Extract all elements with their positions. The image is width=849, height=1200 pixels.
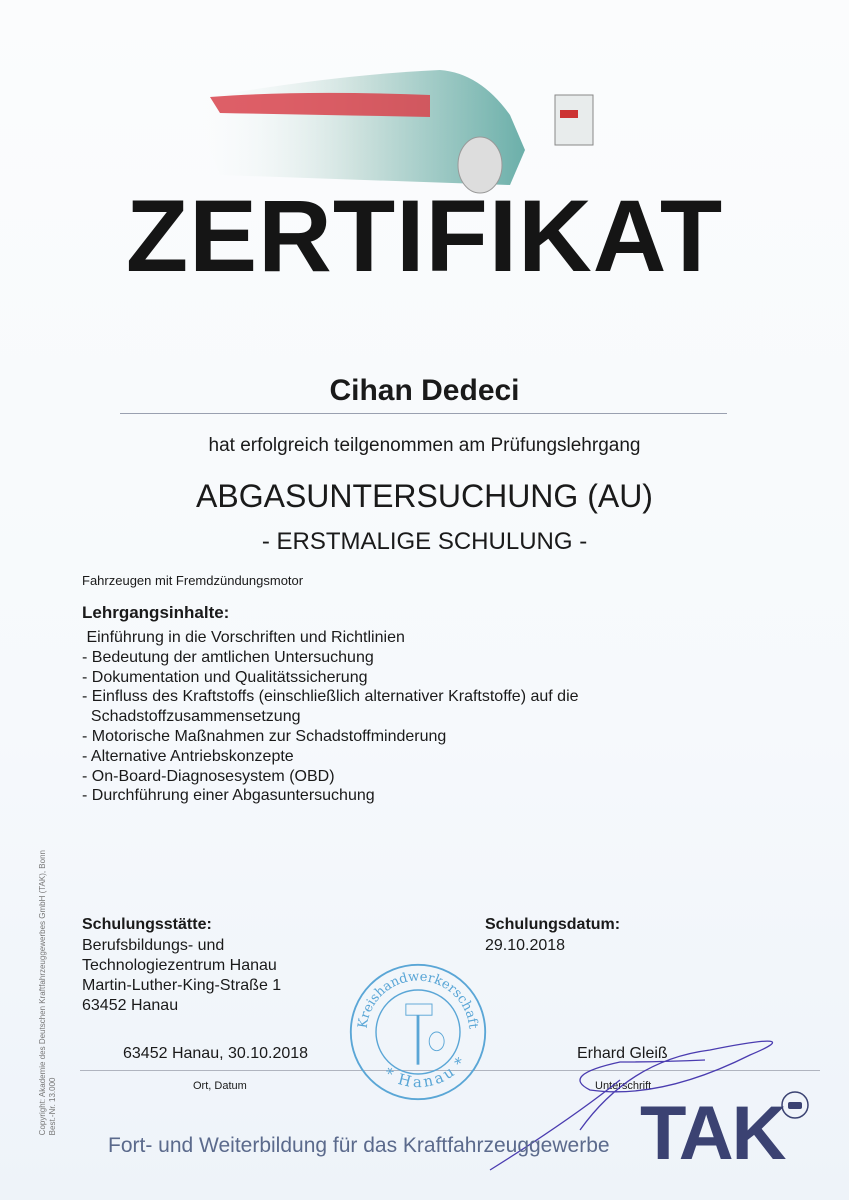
vehicle-note: Fahrzeugen mit Fremdzündungsmotor	[82, 573, 304, 588]
course-subtitle: - ERSTMALIGE SCHULUNG -	[261, 528, 588, 555]
date-block	[485, 916, 620, 956]
copyright-line: Copyright: Akademie des Deutschen Kraftfahrzeuggewerbes GmbH (TAK), Bonn	[38, 850, 47, 1136]
list-item: - On-Board-Diagnosesystem (OBD)	[82, 767, 335, 785]
svg-text:* Hanau *: * Hanau *	[380, 1053, 470, 1092]
place-date-label: Ort, Datum	[193, 1080, 247, 1092]
list-item: - Dokumentation und Qualitätssicherung	[82, 668, 368, 686]
date-heading: Schulungsdatum:	[485, 916, 621, 933]
copyright-note	[38, 850, 58, 1135]
venue-line: Martin-Luther-King-Straße 1	[82, 977, 282, 994]
certificate-title: ZERTIFIKAT	[125, 179, 724, 293]
list-item: - Motorische Maßnahmen zur Schadstoffminderung	[82, 727, 447, 745]
contents-list	[82, 628, 579, 806]
contents-heading: Lehrgangsinhalte:	[82, 603, 230, 622]
venue-line: 63452 Hanau	[82, 997, 179, 1014]
list-item: Schadstoffzusammensetzung	[82, 708, 301, 726]
stamp-seal	[348, 962, 488, 1102]
name-divider	[120, 413, 727, 414]
footer-tagline: Fort- und Weiterbildung für das Kraftfahrzeuggewerbe	[108, 1134, 610, 1157]
list-item: Einführung in die Vorschriften und Richtlinien	[82, 629, 405, 646]
list-item: - Einfluss des Kraftstoffs (einschließlich alternativer Kraftstoffe) auf die	[82, 688, 579, 706]
list-item: - Alternative Antriebskonzepte	[82, 747, 294, 765]
svg-text:Kreishandwerkerschaft: Kreishandwerkerschaft	[355, 969, 481, 1030]
date-value: 29.10.2018	[485, 937, 566, 954]
tak-logo: TAK	[640, 1091, 785, 1176]
course-title: ABGASUNTERSUCHUNG (AU)	[196, 478, 653, 514]
signature-label: Unterschrift	[595, 1080, 652, 1092]
car-illustration	[180, 55, 620, 195]
venue-line: Berufsbildungs- und	[82, 937, 225, 954]
venue-heading: Schulungsstätte:	[82, 916, 212, 933]
order-number: Best.-Nr. 13.000	[48, 1077, 57, 1136]
intro-text: hat erfolgreich teilgenommen am Prüfungslehrgang	[208, 435, 641, 456]
venue-line: Technologiezentrum Hanau	[82, 957, 277, 974]
list-item: - Bedeutung der amtlichen Untersuchung	[82, 648, 374, 666]
list-item: - Durchführung einer Abgasuntersuchung	[82, 787, 375, 805]
place-date-value: 63452 Hanau, 30.10.2018	[123, 1045, 309, 1062]
signer-name: Erhard Gleiß	[577, 1045, 668, 1062]
venue-block	[82, 916, 281, 1016]
trade-badge-icon	[780, 1090, 810, 1120]
recipient-name: Cihan Dedeci	[329, 374, 520, 407]
